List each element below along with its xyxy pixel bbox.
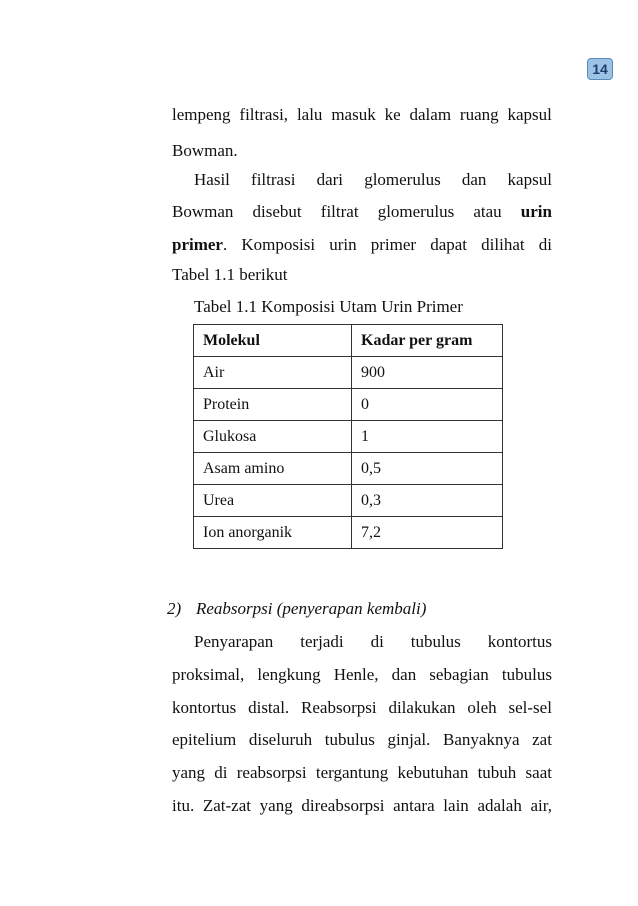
paragraph-2-line-1 [194,169,552,191]
word: tubulus [410,632,461,651]
word: Banyaknya [443,730,520,749]
word: distal. [248,698,290,717]
section-2-title: Reabsorpsi (penyerapan kembali) [196,599,427,618]
section-2-line-3 [172,697,552,719]
paragraph-1-line-1 [172,104,552,126]
word: saat [525,763,552,782]
word: lempeng [172,105,231,124]
word: kontortus [487,632,552,651]
table-row [194,357,503,389]
section-2-line-5 [172,762,552,784]
cell-kadar: 7,2 [352,517,503,549]
word: adalah [477,796,522,815]
word: Henle, [333,665,379,684]
word: glomerulus [377,202,455,221]
word: kontortus [172,698,237,717]
word: kebutuhan [397,763,469,782]
word: oleh [467,698,497,717]
table-row [194,389,503,421]
word: lalu [296,105,323,124]
paragraph-2-line-2 [172,201,552,223]
word: ginjal. [387,730,431,749]
word: tubulus [501,665,552,684]
word: disebut [252,202,302,221]
word: sel-sel [508,698,552,717]
word: terjadi [300,632,344,651]
word: ruang [459,105,499,124]
cell-kadar: 0,5 [352,453,503,485]
word: kapsul [507,105,552,124]
cell-kadar: 0 [352,389,503,421]
word: ke [384,105,401,124]
bold-term-primer: primer [172,235,223,254]
cell-molekul: Air [194,357,352,389]
word: dilakukan [388,698,456,717]
word: tergantung [315,763,389,782]
word: dilihat [481,235,525,254]
word: dari [316,170,344,189]
word: dan [391,665,417,684]
word: primer [370,235,417,254]
word: masuk [331,105,376,124]
paragraph-2-line-4: Tabel 1.1 berikut [172,265,288,284]
word: itu. [172,796,195,815]
word: direabsorpsi [301,796,385,815]
word: filtrasi [251,170,296,189]
word: di [214,763,228,782]
word: urin [329,235,357,254]
word: lengkung [257,665,321,684]
word: atau [473,202,502,221]
table-body [194,357,503,549]
cell-molekul: Asam amino [194,453,352,485]
table-row [194,453,503,485]
cell-kadar: 900 [352,357,503,389]
header-kadar: Kadar per gram [352,325,503,357]
table-row [194,485,503,517]
word: proksimal, [172,665,245,684]
word: air, [530,796,552,815]
word: lain [443,796,469,815]
section-2-heading [167,598,426,620]
word: diseluruh [248,730,313,749]
section-2-line-6 [172,795,552,817]
section-2-line-1 [194,631,552,653]
word: urin [520,202,552,221]
word: reabsorpsi [236,763,307,782]
paragraph-2-line-3: primer. Komposisi urin primer dapat dilihat di [172,235,552,254]
word: dan [461,170,487,189]
word: antara [393,796,435,815]
word: kapsul [507,170,552,189]
word: Zat-zat [202,796,251,815]
word: Komposisi [241,235,316,254]
word: di [538,235,552,254]
section-2-number: 2) [167,599,182,618]
cell-kadar: 0,3 [352,485,503,517]
table-row [194,517,503,549]
cell-molekul: Protein [194,389,352,421]
cell-kadar: 1 [352,421,503,453]
word: filtrasi, [239,105,289,124]
word: yang [259,796,293,815]
paragraph-1-line-2: Bowman. [172,141,238,160]
word: Reabsorpsi [301,698,377,717]
word: Penyarapan [194,632,274,651]
word: sebagian [429,665,489,684]
table-caption: Tabel 1.1 Komposisi Utam Urin Primer [194,297,463,316]
section-2-line-4 [172,729,552,751]
word: tubuh [477,763,517,782]
word: glomerulus [364,170,441,189]
word: dapat [430,235,468,254]
word: dalam [409,105,452,124]
cell-molekul: Glukosa [194,421,352,453]
word: yang [172,763,206,782]
word: zat [532,730,552,749]
cell-molekul: Ion anorganik [194,517,352,549]
header-molekul: Molekul [194,325,352,357]
composition-table [193,324,503,549]
cell-molekul: Urea [194,485,352,517]
word: Hasil [194,170,230,189]
section-2-line-2 [172,664,552,686]
word: epitelium [172,730,237,749]
word: di [370,632,384,651]
table-header-row [194,325,503,357]
word: filtrat [320,202,359,221]
word: tubulus [324,730,375,749]
table-row [194,421,503,453]
word: Bowman [172,202,234,221]
page-number-badge: 14 [587,58,613,80]
